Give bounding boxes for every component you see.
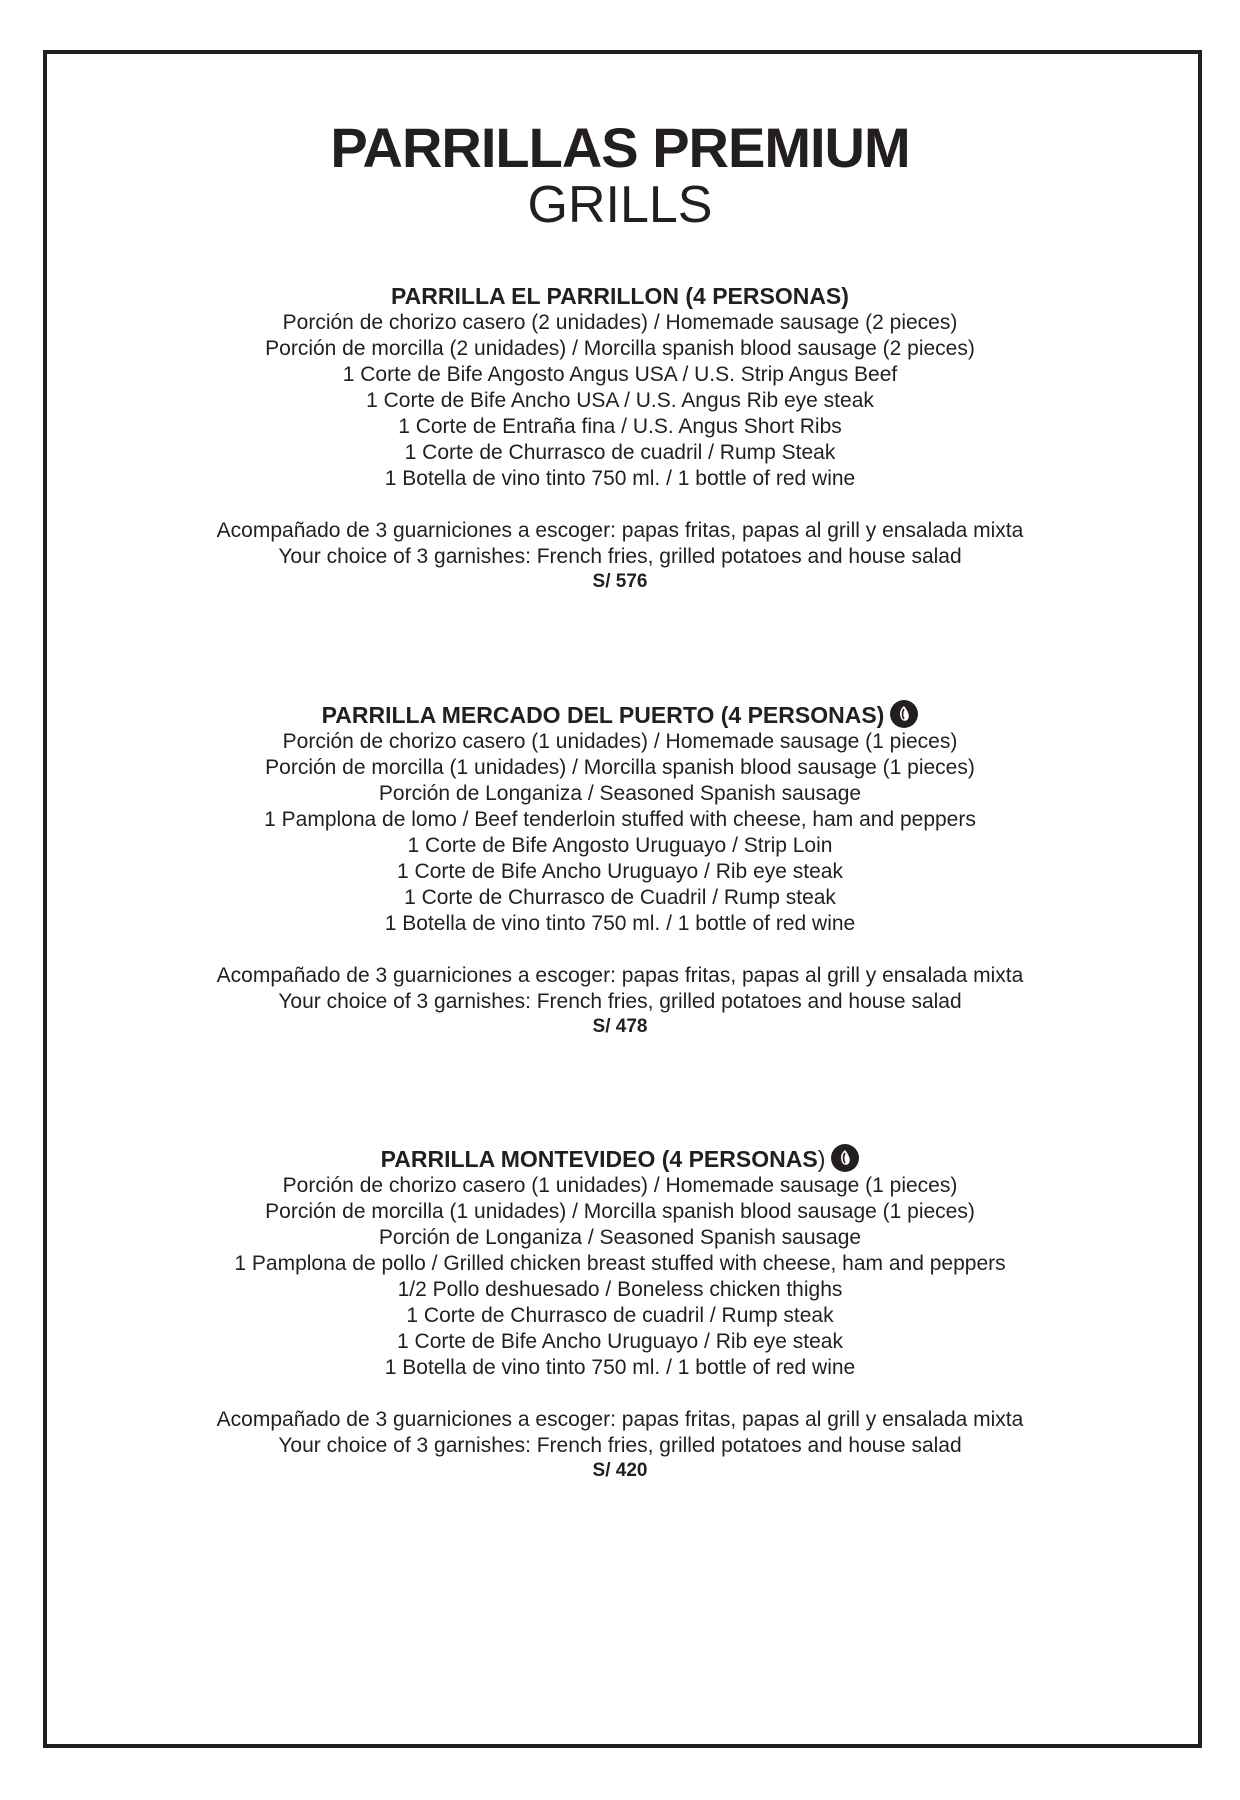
garnish-en: Your choice of 3 garnishes: French fries, grilled potatoes and house salad [278,990,962,1013]
menu-item: Porción de morcilla (1 unidades) / Morcilla spanish blood sausage (1 pieces) [265,756,975,779]
menu-item: 1 Corte de Churrasco de cuadril / Rump Steak [404,441,836,464]
menu-item: 1 Botella de vino tinto 750 ml. / 1 bottle of red wine [384,467,856,490]
menu-item: 1 Corte de Churrasco de cuadril / Rump steak [406,1304,834,1327]
menu-item: 1 Botella de vino tinto 750 ml. / 1 bottle of red wine [384,912,856,935]
menu-item: 1 Corte de Bife Ancho Uruguayo / Rib eye steak [397,1330,843,1353]
menu-item: 1 Botella de vino tinto 750 ml. / 1 bottle of red wine [384,1356,856,1379]
menu-section-parrillon [0,282,1240,594]
section-title [0,700,1240,729]
price: S/ 576 [592,571,648,592]
menu-item: Porción de Longaniza / Seasoned Spanish sausage [378,782,862,805]
section-title-text: PARRILLA MERCADO DEL PUERTO (4 PERSONAS) [321,702,885,728]
menu-item: Porción de morcilla (2 unidades) / Morcilla spanish blood sausage (2 pieces) [265,337,975,360]
section-title-text: PARRILLA EL PARRILLON (4 PERSONAS) [391,283,849,309]
page-subtitle: GRILLS [527,176,713,234]
menu-header [0,118,1240,232]
menu-item: Porción de chorizo casero (2 unidades) / Homemade sausage (2 pieces) [282,311,958,334]
section-title-text: PARRILLA MONTEVIDEO (4 PERSONAS [380,1146,818,1172]
menu-item: 1 Corte de Bife Ancho Uruguayo / Rib eye steak [397,860,843,883]
specialty-icon [890,700,918,728]
menu-section-montevideo [0,1144,1240,1483]
garnish-es: Acompañado de 3 guarniciones a escoger: papas fritas, papas al grill y ensalada mixta [216,964,1024,987]
section-title [0,282,1240,310]
garnish-en: Your choice of 3 garnishes: French fries, grilled potatoes and house salad [278,1434,962,1457]
menu-section-mercado-del-puerto [0,700,1240,1039]
price: S/ 478 [592,1016,648,1037]
menu-item: Porción de Longaniza / Seasoned Spanish sausage [378,1226,862,1249]
garnish-es: Acompañado de 3 guarniciones a escoger: papas fritas, papas al grill y ensalada mixta [216,519,1024,542]
page-title: PARRILLAS PREMIUM [330,116,910,179]
price: S/ 420 [592,1460,648,1481]
menu-item: 1 Pamplona de pollo / Grilled chicken breast stuffed with cheese, ham and peppers [234,1252,1006,1275]
garnish-es: Acompañado de 3 guarniciones a escoger: papas fritas, papas al grill y ensalada mixta [216,1408,1024,1431]
menu-item: 1 Corte de Churrasco de Cuadril / Rump steak [404,886,836,909]
spacer [0,1381,1240,1407]
garnish-en: Your choice of 3 garnishes: French fries, grilled potatoes and house salad [278,545,962,568]
section-title-close: ) [817,1146,826,1172]
spacer [0,492,1240,518]
menu-item: 1 Corte de Bife Ancho USA / U.S. Angus Rib eye steak [366,389,874,412]
menu-item: Porción de chorizo casero (1 unidades) / Homemade sausage (1 pieces) [282,1174,958,1197]
menu-item: 1 Pamplona de lomo / Beef tenderloin stuffed with cheese, ham and peppers [264,808,976,831]
spacer [0,937,1240,963]
section-title [0,1144,1240,1173]
specialty-icon [831,1144,859,1172]
menu-item: 1 Corte de Entraña fina / U.S. Angus Short Ribs [398,415,842,438]
menu-item: 1 Corte de Bife Angosto Angus USA / U.S. Strip Angus Beef [342,363,898,386]
menu-item: 1/2 Pollo deshuesado / Boneless chicken thighs [397,1278,843,1301]
menu-item: Porción de chorizo casero (1 unidades) / Homemade sausage (1 pieces) [282,730,958,753]
menu-item: Porción de morcilla (1 unidades) / Morcilla spanish blood sausage (1 pieces) [265,1200,975,1223]
menu-item: 1 Corte de Bife Angosto Uruguayo / Strip Loin [407,834,833,857]
